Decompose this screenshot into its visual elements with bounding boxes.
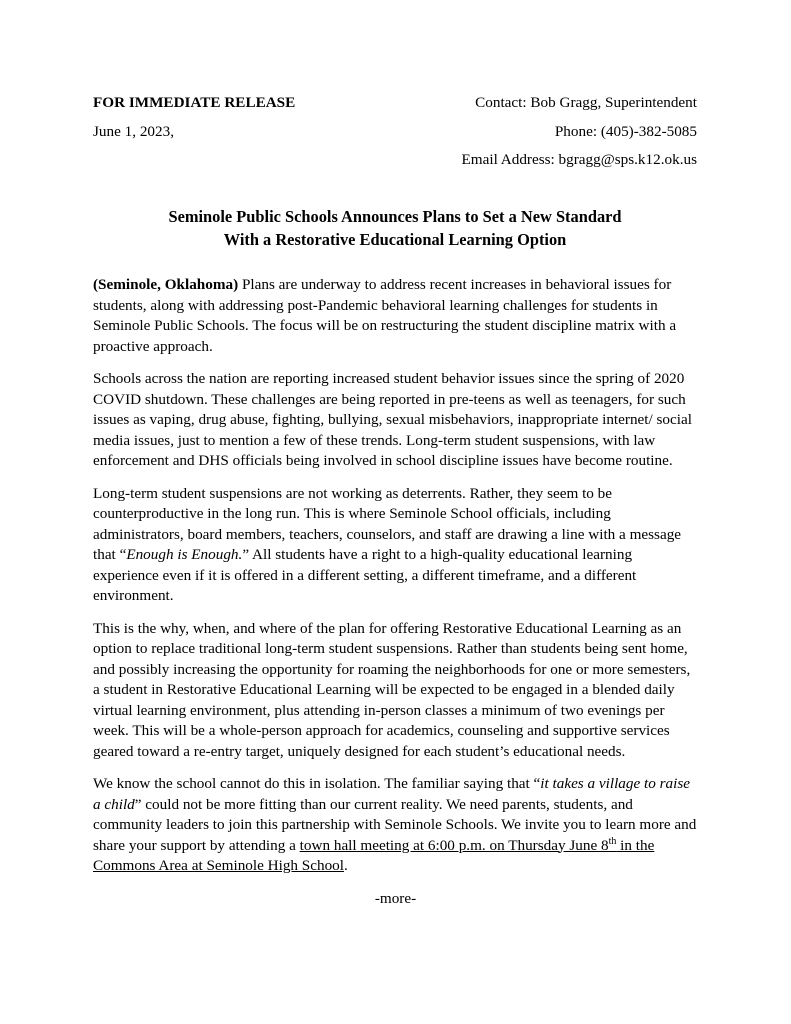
town-hall-location: in the Commons Area at Seminole High School	[93, 836, 655, 874]
paragraph-5-text-b: ” could not be more fitting than our current reality. We need parents, students, and community leaders to join this partnership with Seminole Schools. We invite you to learn more and share your support by attending a	[93, 795, 697, 854]
headline-line-2: With a Restorative Educational Learning Option	[223, 230, 567, 249]
town-hall-time: town hall meeting at 6:00 p.m. on Thursday June 8	[299, 836, 609, 854]
more-marker: -more-	[374, 890, 417, 907]
paragraph-5-text-a: We know the school cannot do this in isolation. The familiar saying that “	[93, 775, 541, 792]
date-ordinal: th	[608, 835, 617, 847]
release-date: June 1, 2023,	[93, 122, 174, 140]
paragraph-4: This is the why, when, and where of the plan for offering Restorative Educational Learning as an option to replace traditional long-term student suspensions. Rather than students being sent home, and possibly increasing the opportunity for roaming the neighborhoods for one or more semesters, a student in Restorative Educational Learning will be expected to be engaged in a blended daily virtual learning environment, plus attending in-person classes a minimum of two evenings per week. This will be a whole-person approach for academics, counseling and supportive services geared toward a re-entry target, uniquely designed for each student’s educational needs.	[93, 619, 691, 760]
quote-village: it takes a village to raise a child	[93, 775, 691, 813]
paragraph-3-text-b: ” All students have a right to a high-quality educational learning experience even if it is offered in a different setting, a different timeframe, and a different environment.	[93, 546, 637, 604]
headline	[93, 205, 697, 251]
paragraph-5-end: .	[344, 857, 348, 874]
quote-enough-is-enough: Enough is Enough.	[126, 546, 243, 563]
paragraph-2: Schools across the nation are reporting increased student behavior issues since the spring of 2020 COVID shutdown. These challenges are being reported in pre-teens as well as teenagers, for such issues as vaping, drug abuse, fighting, bullying, sexual misbehaviors, inappropriate internet/ social media issues, just to mention a few of these trends. Long-term student suspensions, with law enforcement and DHS officials being involved in school discipline issues have become routine.	[93, 370, 692, 469]
contact-phone: Phone: (405)-382-5085	[554, 122, 697, 140]
release-label: FOR IMMEDIATE RELEASE	[93, 94, 296, 111]
headline-line-1: Seminole Public Schools Announces Plans to Set a New Standard	[168, 207, 622, 226]
contact-block	[462, 93, 697, 179]
paragraph-1-text: Plans are underway to address recent increases in behavioral issues for students, along with addressing post-Pandemic behavioral learning challenges for students in Seminole Public Schools. The focus will be on restructuring the student discipline matrix with a proactive approach.	[93, 276, 677, 355]
paragraph-1	[93, 275, 699, 357]
paragraph-3-text-a: Long-term student suspensions are not working as deterrents. Rather, they seem to be counterproductive in the long run. This is where Seminole School officials, including administrators, board members, teachers, counselors, and staff are drawing a line with a message that “	[93, 484, 682, 563]
dateline: (Seminole, Oklahoma)	[93, 276, 239, 293]
release-header-left	[93, 93, 295, 142]
contact-name: Contact: Bob Gragg, Superintendent	[475, 94, 697, 111]
contact-email: Email Address: bgragg@sps.k12.ok.us	[461, 151, 697, 168]
paragraph-5	[93, 774, 699, 877]
article-body	[93, 275, 699, 889]
paragraph-3	[93, 484, 699, 607]
